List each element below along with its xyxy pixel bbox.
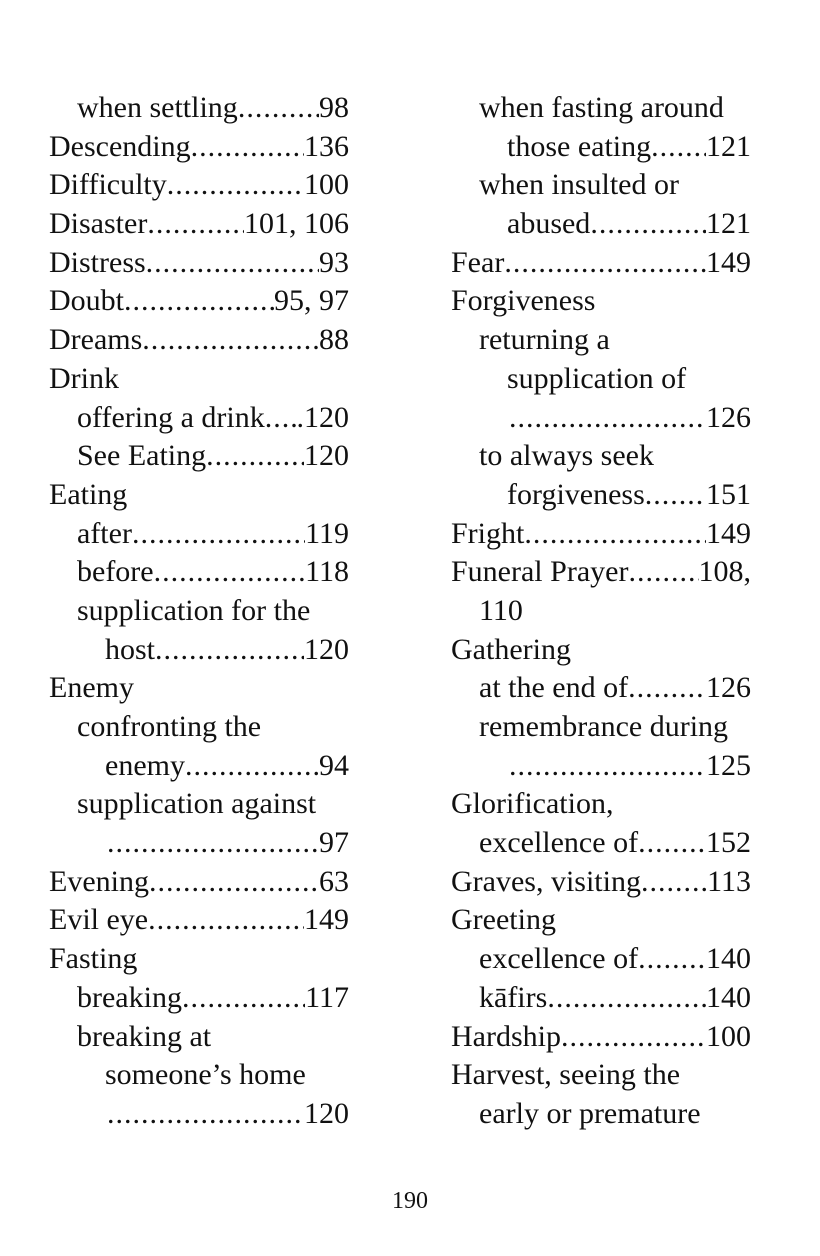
index-page-ref: 121 — [706, 207, 751, 241]
index-term: Greeting — [451, 903, 556, 937]
dot-leader — [238, 89, 319, 128]
index-page-ref: 152 — [706, 826, 751, 860]
index-page-ref: 149 — [706, 516, 751, 550]
index-page-ref: 113 — [707, 864, 751, 898]
index-entry — [49, 89, 349, 128]
index-entry — [451, 476, 751, 515]
dot-leader — [146, 244, 319, 283]
index-page-ref: 88 — [319, 323, 349, 357]
index-entry — [451, 1095, 751, 1134]
index-entry — [49, 592, 349, 631]
index-term: offering a drink — [77, 400, 265, 434]
index-term: Drink — [49, 361, 119, 395]
index-term: excellence of — [479, 942, 639, 976]
index-term: breaking — [77, 980, 182, 1014]
index-term: excellence of — [479, 826, 639, 860]
index-term: when insulted or — [479, 168, 679, 202]
index-entry — [451, 399, 751, 438]
index-term: supplication against — [77, 787, 317, 821]
index-term: 110 — [479, 593, 523, 627]
dot-leader — [148, 901, 304, 940]
index-term: Funeral Prayer — [451, 555, 629, 589]
index-term: after — [77, 516, 132, 550]
index-page-ref: 97 — [319, 826, 349, 860]
index-page-ref: 126 — [706, 400, 751, 434]
dot-leader — [509, 399, 706, 438]
index-entry — [451, 205, 751, 244]
index-page-ref: 117 — [305, 980, 349, 1014]
index-page-ref: 119 — [305, 516, 349, 550]
dot-leader — [561, 1018, 706, 1057]
index-entry — [49, 282, 349, 321]
dot-leader — [645, 476, 706, 515]
index-entry — [451, 631, 751, 670]
index-entry — [49, 901, 349, 940]
index-entry — [451, 979, 751, 1018]
index-term: See Eating — [77, 439, 207, 473]
index-term: abused — [507, 207, 591, 241]
index-entry — [451, 708, 751, 747]
dot-leader — [167, 166, 304, 205]
dot-leader — [147, 205, 244, 244]
index-page-ref: 63 — [319, 864, 349, 898]
index-page-ref: 149 — [304, 903, 349, 937]
dot-leader — [547, 979, 706, 1018]
index-term: Harvest, seeing the — [451, 1058, 681, 1092]
index-entry — [49, 785, 349, 824]
index-entry — [49, 128, 349, 167]
index-page-ref: 108, — [698, 555, 751, 589]
index-term: Disaster — [49, 207, 148, 241]
index-term: Dreams — [49, 323, 143, 357]
index-entry — [451, 515, 751, 554]
dot-leader — [638, 940, 706, 979]
index-page-ref: 121 — [706, 129, 751, 163]
index-term: returning a — [479, 323, 610, 357]
index-term: enemy — [105, 748, 185, 782]
index-page-ref: .120 — [296, 400, 349, 434]
dot-leader — [628, 553, 698, 592]
index-page-ref: 100 — [304, 168, 349, 202]
index-entry — [49, 553, 349, 592]
index-entry — [49, 399, 349, 438]
dot-leader — [107, 824, 319, 863]
index-entry — [451, 321, 751, 360]
index-term: when settling — [77, 91, 238, 124]
index-term: host — [105, 632, 156, 666]
index-page-ref: 149 — [706, 245, 751, 279]
index-entry — [49, 1056, 349, 1095]
index-entry — [451, 360, 751, 399]
dot-leader — [265, 399, 297, 438]
index-entry — [451, 863, 751, 902]
index-term: Glorification, — [451, 787, 614, 821]
index-page-ref: 120 — [304, 439, 349, 473]
dot-leader — [628, 669, 706, 708]
index-entry — [49, 321, 349, 360]
index-page-ref: 101, 106 — [244, 207, 349, 241]
index-page-ref: 120 — [304, 1096, 349, 1130]
dot-leader — [132, 515, 305, 554]
index-term: Graves, visiting — [451, 864, 641, 898]
dot-leader — [149, 863, 319, 902]
index-page-ref: 151 — [706, 477, 751, 511]
index-term: Distress — [49, 245, 146, 279]
index-entry — [49, 205, 349, 244]
index-entry — [451, 166, 751, 205]
index-page-ref: 140 — [706, 980, 751, 1014]
dot-leader — [142, 321, 319, 360]
dot-leader — [191, 128, 304, 167]
dot-leader — [107, 1095, 304, 1134]
index-entry — [49, 166, 349, 205]
index-entry — [49, 979, 349, 1018]
dot-leader — [509, 747, 706, 786]
index-page-ref: 125 — [706, 748, 751, 782]
dot-leader — [504, 244, 706, 283]
page-number: 190 — [392, 1188, 428, 1214]
index-entry — [451, 244, 751, 283]
index-term: confronting the — [77, 710, 262, 743]
index-entry — [49, 940, 349, 979]
dot-leader — [124, 282, 274, 321]
index-page-ref: 140 — [706, 942, 751, 976]
index-column-right — [451, 89, 751, 1134]
index-term: Evening — [49, 864, 149, 898]
index-term: Fasting — [49, 942, 138, 976]
index-term: kāfirs — [479, 980, 548, 1014]
index-page-ref: 93 — [319, 245, 349, 279]
index-entry — [49, 515, 349, 554]
dot-leader — [638, 824, 706, 863]
index-entry — [49, 669, 349, 708]
index-entry — [49, 244, 349, 283]
index-entry — [451, 592, 751, 631]
index-page-ref: 126 — [706, 671, 751, 705]
index-entry — [49, 631, 349, 670]
index-term: Enemy — [49, 671, 134, 705]
index-term: Eating — [49, 477, 128, 511]
index-term: breaking at — [77, 1019, 212, 1053]
index-term: Descending — [49, 129, 191, 163]
index-entry — [451, 282, 751, 321]
index-term: those eating — [507, 129, 652, 163]
index-page-ref: 94 — [319, 748, 349, 782]
index-term: early or premature — [479, 1096, 701, 1130]
index-term: supplication for the — [77, 593, 311, 627]
index-page-ref: 95, 97 — [274, 284, 349, 318]
index-entry — [49, 1018, 349, 1057]
index-term: someone’s home — [105, 1058, 306, 1092]
index-term: when fasting around — [479, 91, 724, 124]
dot-leader — [182, 979, 305, 1018]
index-term: Fear — [451, 245, 505, 279]
index-entry — [49, 708, 349, 747]
index-page-ref: 98 — [319, 91, 349, 124]
dot-leader — [155, 631, 304, 670]
index-term: before — [77, 555, 154, 589]
index-entry — [451, 128, 751, 167]
index-entry — [451, 901, 751, 940]
index-entry — [49, 437, 349, 476]
index-entry — [49, 1095, 349, 1134]
index-page-ref: 120 — [304, 632, 349, 666]
index-entry — [451, 553, 751, 592]
index-entry — [451, 747, 751, 786]
index-entry — [451, 1056, 751, 1095]
index-entry — [451, 669, 751, 708]
index-term: Evil eye — [49, 903, 149, 937]
index-term: supplication of — [507, 361, 687, 395]
dot-leader — [185, 747, 319, 786]
index-term: Forgiveness — [451, 284, 596, 318]
index-page-ref: 100 — [706, 1019, 751, 1053]
index-entry — [49, 476, 349, 515]
index-term: at the end of — [479, 671, 629, 705]
dot-leader — [524, 515, 706, 554]
index-entry — [451, 437, 751, 476]
index-page-ref: 136 — [304, 129, 349, 163]
index-column-left — [49, 89, 349, 1134]
index-entry — [451, 824, 751, 863]
index-term: forgiveness — [507, 477, 645, 511]
index-term: remembrance during — [479, 710, 729, 743]
index-term: Hardship — [451, 1019, 561, 1053]
dot-leader — [651, 128, 706, 167]
index-term: Doubt — [49, 284, 124, 318]
index-term: Gathering — [451, 632, 571, 666]
index-entry — [49, 360, 349, 399]
dot-leader — [641, 863, 707, 902]
dot-leader — [206, 437, 304, 476]
index-entry — [451, 940, 751, 979]
dot-leader — [590, 205, 706, 244]
index-term: to always seek — [479, 439, 654, 473]
index-term: Difficulty — [49, 168, 167, 202]
index-page-ref: 118 — [305, 555, 349, 589]
index-entry — [49, 863, 349, 902]
index-entry — [451, 785, 751, 824]
index-entry — [451, 1018, 751, 1057]
index-term: Fright — [451, 516, 525, 550]
index-entry — [451, 89, 751, 128]
dot-leader — [154, 553, 305, 592]
index-entry — [49, 824, 349, 863]
index-entry — [49, 747, 349, 786]
